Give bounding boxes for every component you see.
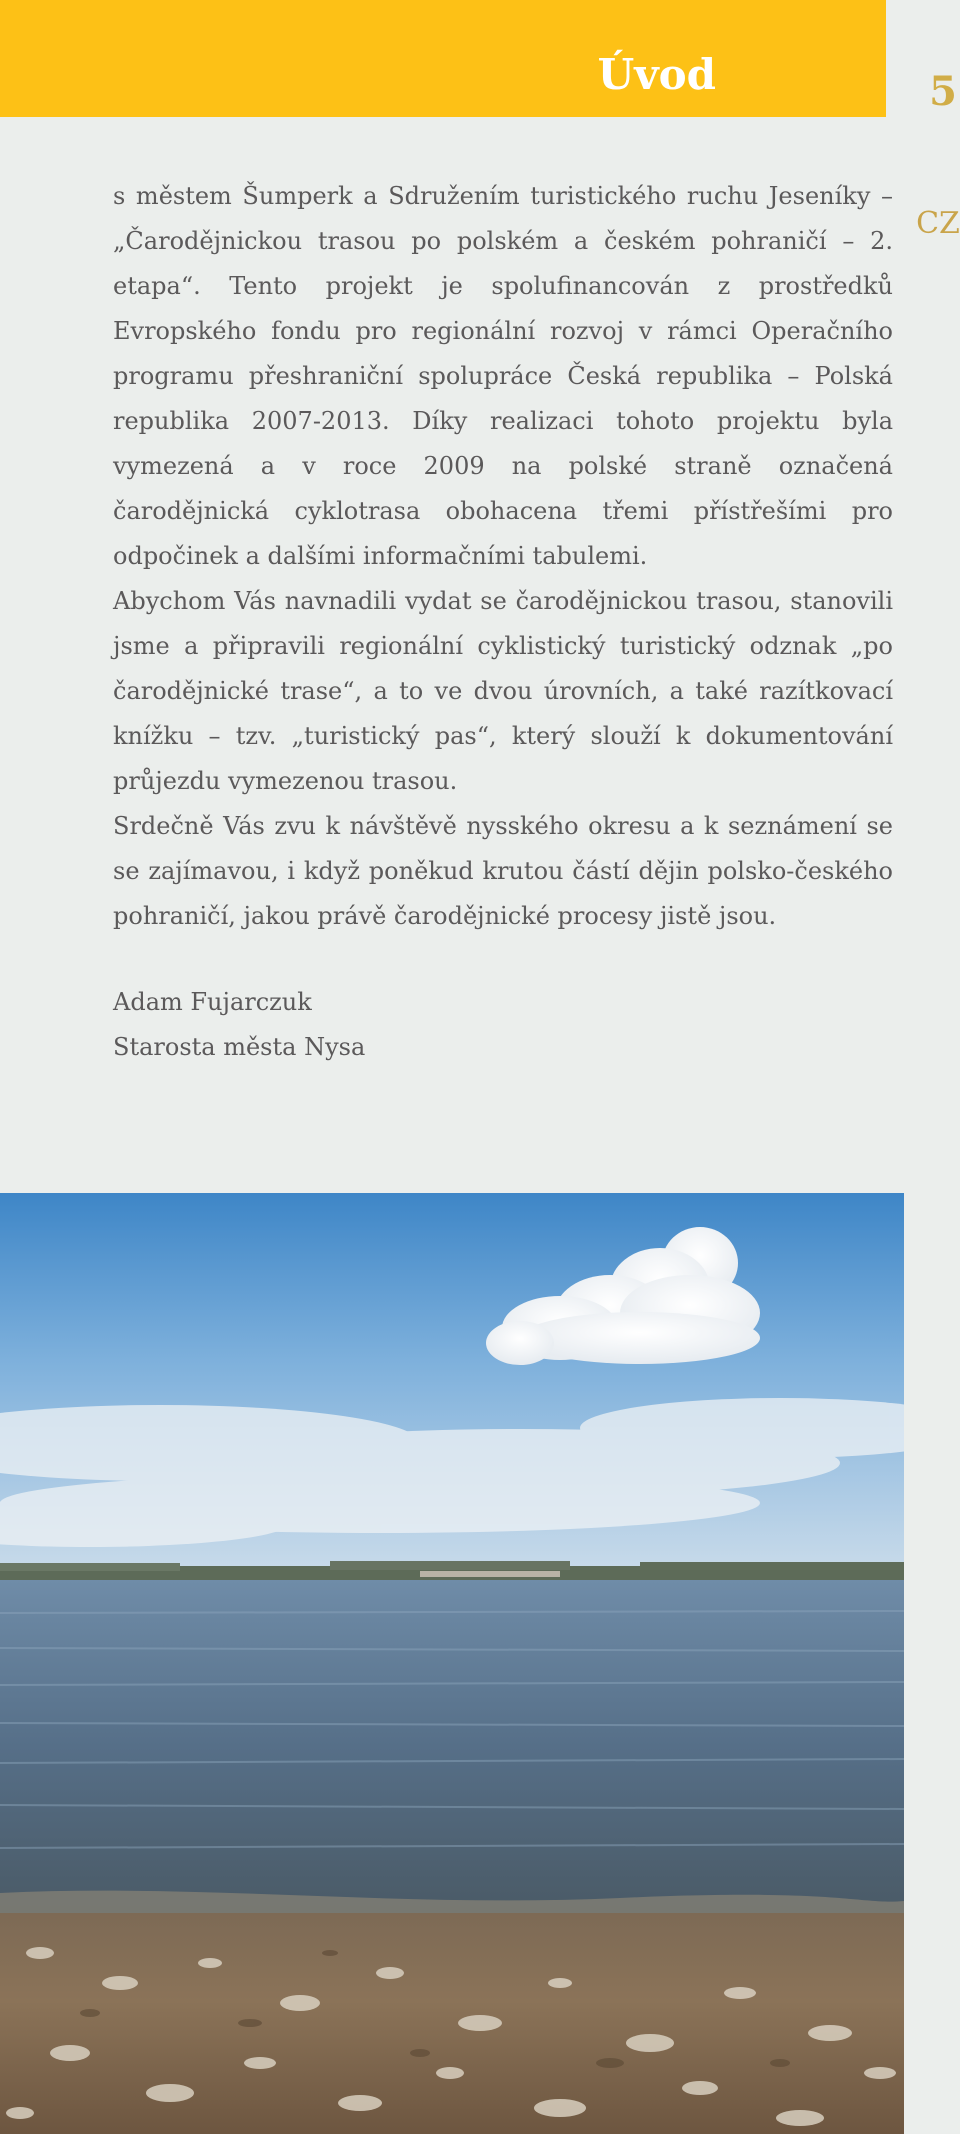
signature-block (113, 980, 365, 1070)
paragraph-2: Abychom Vás navnadili vydat se čarodějnickou trasou, stanovili jsme a připravili regionální cyklistický turistický odznak „po čarodějnické trase“, a to ve dvou úrovních, a také razítkovací knížku – tzv. „turistický pas“, který slouží k dokumentování průjezdu vymezenou trasou. (113, 587, 893, 795)
page-number: 5 (929, 68, 957, 115)
signature-title: Starosta města Nysa (113, 1033, 366, 1061)
paragraph-1: s městem Šumperk a Sdružením turistického ruchu Jeseníky – „Čarodějnickou trasou po polském a českém pohraničí – 2. etapa“. Tento projekt je spolufinancován z prostředků Evropského fondu pro regionální rozvoj v rámci Operačního programu přeshraniční spolupráce Česká republika – Polská republika 2007-2013. Díky realizaci tohoto projektu byla vymezená a v roce 2009 na polské straně označená čarodějnická cyklotrasa obohacena třemi přístřešími pro odpočinek a dalšími informačními tabulemi. (113, 182, 893, 570)
paragraph-3: Srdečně Vás zvu k návštěvě nysského okresu a k seznámení se se zajímavou, i když poněkud krutou částí dějin polsko-českého pohraničí, jakou právě čarodějnické procesy jistě jsou. (113, 812, 893, 930)
header-band (0, 0, 886, 117)
body-text (113, 174, 893, 939)
lake-photo (0, 1193, 904, 2134)
language-marker: CZ (916, 206, 960, 241)
signature-name: Adam Fujarczuk (113, 988, 312, 1016)
page-title: Úvod (597, 50, 716, 99)
far-shoreline (0, 1561, 904, 1580)
